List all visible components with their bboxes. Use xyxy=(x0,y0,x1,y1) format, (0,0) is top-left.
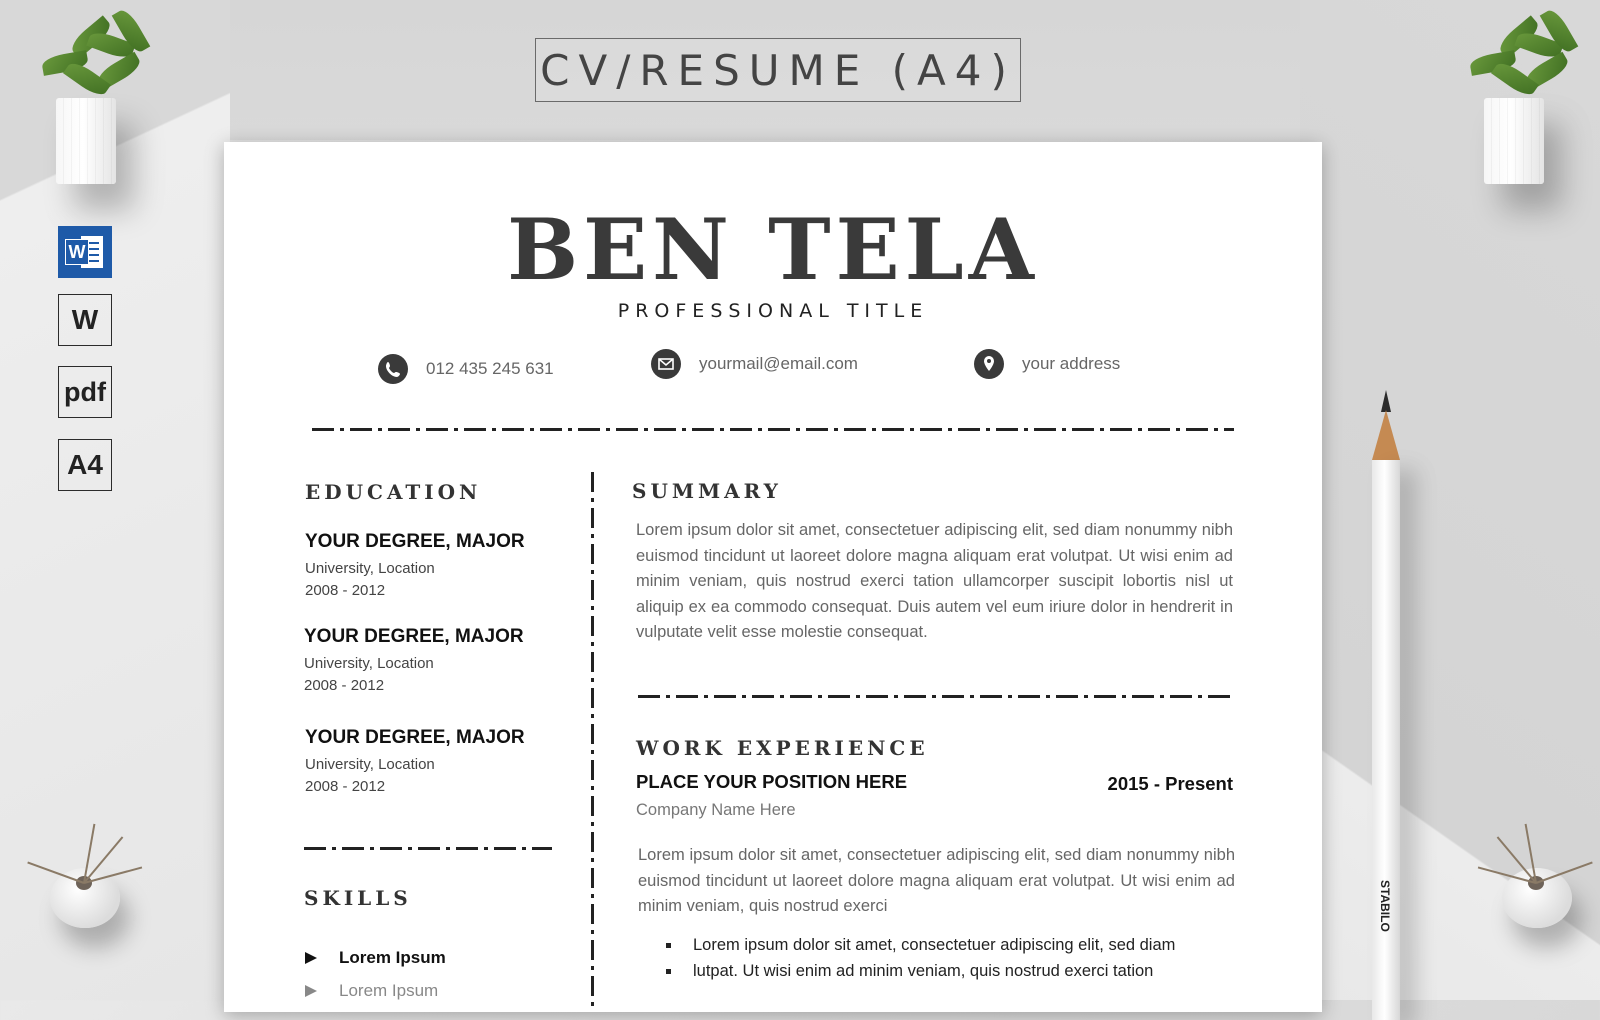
a4-format-icon: A4 xyxy=(58,439,112,491)
summary-divider xyxy=(638,692,1234,698)
word-format-icon: W xyxy=(58,294,112,346)
education-school: University, Location xyxy=(305,560,435,577)
education-heading: EDUCATION xyxy=(305,480,482,504)
education-degree: YOUR DEGREE, MAJOR xyxy=(305,727,525,748)
skill-item xyxy=(305,981,438,1001)
arrow-icon xyxy=(305,952,319,964)
skill-label: Lorem Ipsum xyxy=(339,981,439,1000)
bullet-text: Lorem ipsum dolor sit amet, consectetuer adipiscing elit, sed diam xyxy=(693,936,1176,954)
education-years: 2008 - 2012 xyxy=(305,582,386,599)
phone-text: 012 435 245 631 xyxy=(426,359,554,378)
skill-item xyxy=(305,948,446,968)
job-company: Company Name Here xyxy=(636,801,796,819)
summary-text: Lorem ipsum dolor sit amet, consectetuer adipiscing elit, sed diam nonummy nibh euismod tincidunt ut laoreet dolore magna aliquam erat volutpat. Ut wisi enim ad minim veniam, quis nostrud exerci tation ullamcorper suscipit lobortis nisl ut aliquip ex ea commodo consequat. Duis autem vel eum iriure dolor in hendrerit in vulputate velit esse molestie consequat. xyxy=(636,521,1233,641)
resume-page xyxy=(224,142,1322,1012)
pdf-format-icon: pdf xyxy=(58,366,112,418)
contact-phone xyxy=(378,354,554,384)
plant-decoration xyxy=(28,6,148,196)
education-school: University, Location xyxy=(305,756,435,773)
pencil-brand: STABILO xyxy=(1378,880,1392,932)
column-divider xyxy=(591,472,594,1012)
diffuser-decoration xyxy=(1486,838,1596,948)
list-item xyxy=(666,958,1175,984)
resume-name: BEN TELA xyxy=(507,200,1039,299)
education-divider xyxy=(304,844,552,850)
job-description: Lorem ipsum dolor sit amet, consectetuer adipiscing elit, sed diam nonummy nibh euismod tincidunt ut laoreet dolore magna aliquam erat volutpat. Ut wisi enim ad minim veniam, quis nostrud exerci xyxy=(638,846,1235,915)
phone-icon xyxy=(378,354,408,384)
education-degree: YOUR DEGREE, MAJOR xyxy=(305,531,525,552)
pencil-decoration xyxy=(1368,390,1404,1010)
plant-decoration xyxy=(1456,6,1576,196)
email-text: yourmail@email.com xyxy=(699,354,858,373)
header-divider xyxy=(312,425,1234,431)
summary-heading: SUMMARY xyxy=(632,479,782,503)
work-heading: WORK EXPERIENCE xyxy=(636,736,929,760)
education-years: 2008 - 2012 xyxy=(305,778,386,795)
job-position: PLACE YOUR POSITION HERE xyxy=(636,771,908,792)
diffuser-decoration xyxy=(34,838,144,948)
list-item xyxy=(666,932,1175,958)
address-text: your address xyxy=(1022,354,1121,373)
bullet-text: lutpat. Ut wisi enim ad minim veniam, quis nostrud exerci tation xyxy=(693,962,1154,980)
education-years: 2008 - 2012 xyxy=(304,677,385,694)
email-icon xyxy=(651,349,681,379)
arrow-icon xyxy=(305,985,319,997)
job-bullets xyxy=(666,932,1175,984)
contact-email xyxy=(651,349,858,379)
professional-title: PROFESSIONAL TITLE xyxy=(617,300,929,322)
education-degree: YOUR DEGREE, MAJOR xyxy=(304,626,524,647)
education-school: University, Location xyxy=(304,655,434,672)
education-item xyxy=(304,626,524,694)
contact-address xyxy=(974,349,1120,379)
word-icon-letter: W xyxy=(65,239,89,265)
job-dates: 2015 - Present xyxy=(1107,773,1233,794)
location-pin-icon xyxy=(974,349,1004,379)
skill-label: Lorem Ipsum xyxy=(339,948,446,967)
skills-heading: SKILLS xyxy=(304,886,412,910)
education-item xyxy=(305,727,525,795)
education-item xyxy=(305,531,525,599)
word-icon xyxy=(58,226,112,278)
product-title: CV/RESUME (A4) xyxy=(535,38,1021,102)
